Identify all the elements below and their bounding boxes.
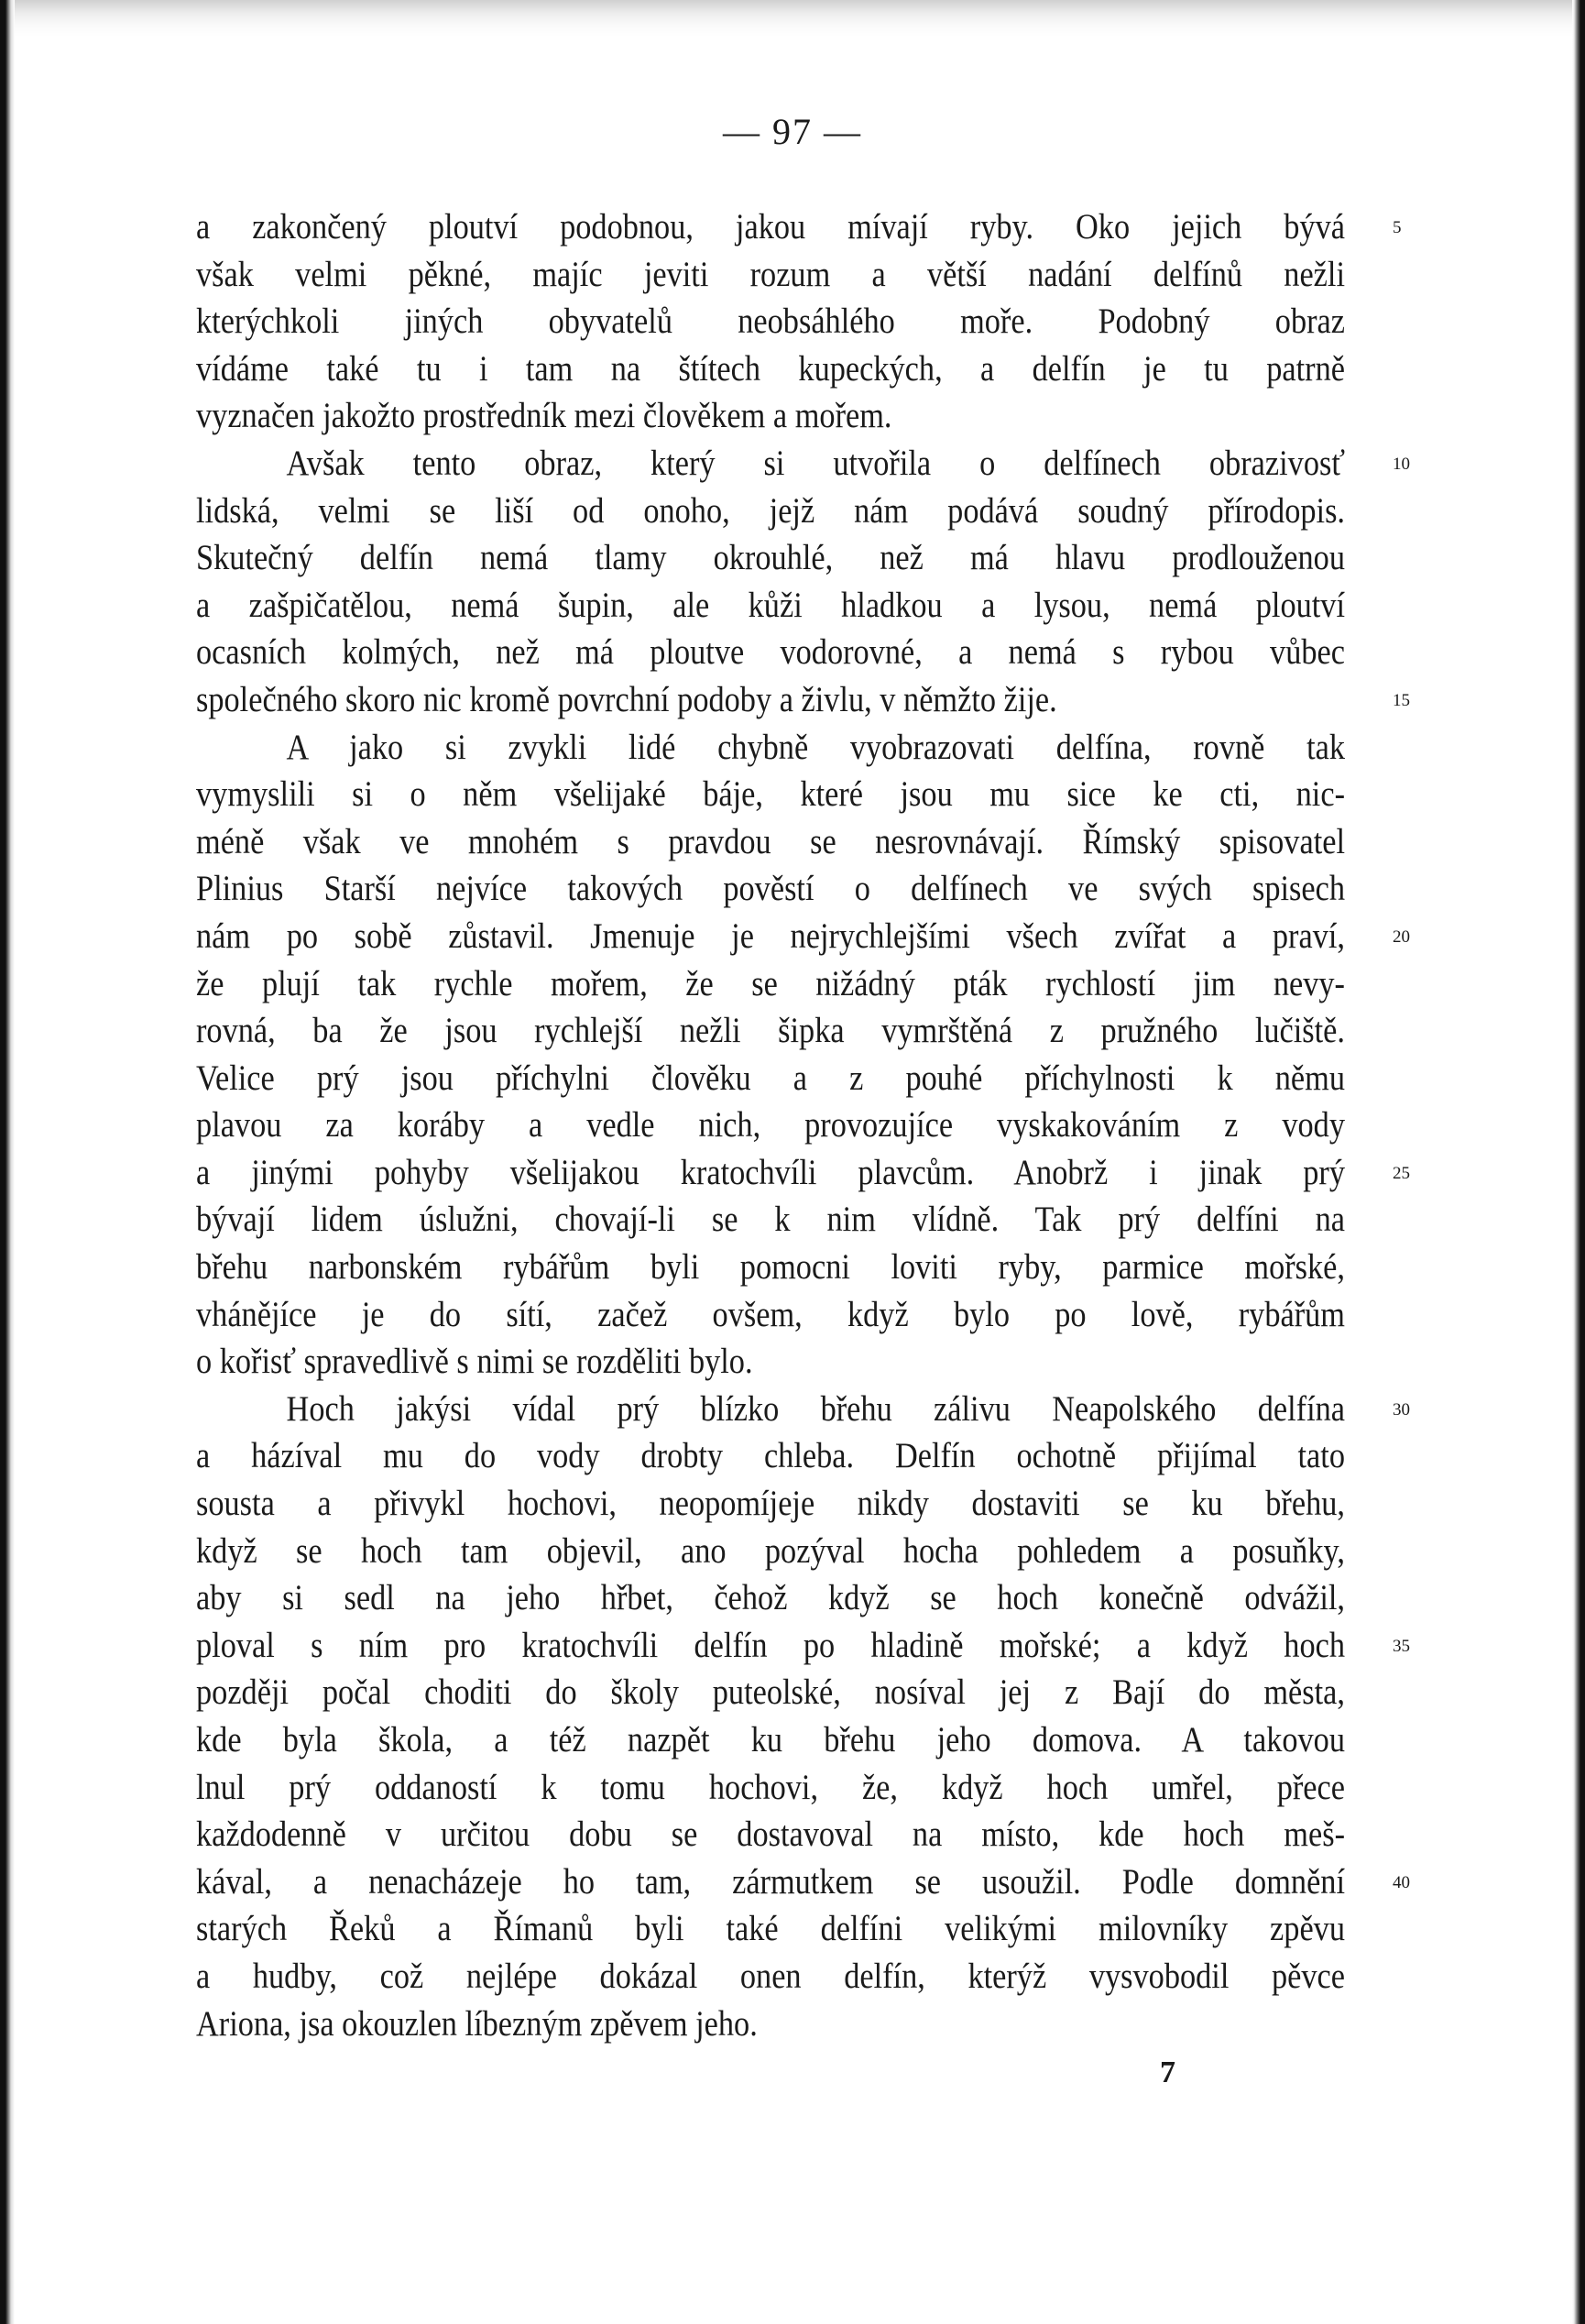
signature-mark: 7 <box>1160 2055 1175 2089</box>
text-line: vymyslili si o něm všelijaké báje, které jsou mu sice ke cti, nic- <box>196 774 1345 815</box>
text-line: o kořisť spravedlivě s nimi se rozděliti bylo. <box>196 1342 753 1382</box>
text-line: Skutečný delfín nemá tlamy okrouhlé, než má hlavu prodlouženou <box>196 538 1345 578</box>
scan-edge-top <box>0 0 1585 37</box>
text-line: když se hoch tam objevil, ano pozýval hocha pohledem a posuňky, <box>196 1530 1345 1571</box>
margin-line-number: 25 <box>1393 1164 1410 1183</box>
text-line: a házíval mu do vody drobty chleba. Delfín ochotně přijímal tato <box>196 1436 1345 1476</box>
text-line: společného skoro nic kromě povrchní podoby a živlu, v němžto žije. <box>196 679 1057 719</box>
margin-line-number: 35 <box>1393 1637 1410 1656</box>
text-line: kával, a nenacházeje ho tam, zármutkem se usoužil. Podle domnění <box>196 1861 1345 1902</box>
margin-line-number: 5 <box>1393 218 1402 237</box>
text-line: starých Řeků a Římanů byli také delfíni velikými milovníky zpěvu <box>196 1909 1345 1949</box>
text-line: ocasních kolmých, než má ploutve vodorovné, a nemá s rybou vůbec <box>196 632 1345 673</box>
margin-line-number: 15 <box>1393 691 1410 710</box>
scan-edge-left <box>0 0 15 2324</box>
text-line: aby si sedl na jeho hřbet, čehož když se hoch konečně odvážil, <box>196 1578 1345 1618</box>
text-line: a jinými pohyby všelijakou kratochvíli plavcům. Anobrž i jinak prý <box>196 1152 1345 1192</box>
text-line: sousta a přivykl hochovi, neopomíjeje nikdy dostaviti se ku břehu, <box>196 1484 1345 1524</box>
text-line: kde byla škola, a též nazpět ku břehu jeho domova. A takovou <box>196 1720 1345 1759</box>
text-line: a zašpičatělou, nemá šupin, ale kůži hladkou a lysou, nemá ploutví <box>196 585 1345 625</box>
text-line: kterýchkoli jiných obyvatelů neobsáhlého moře. Podobný obraz <box>196 301 1345 342</box>
text-line: že plují tak rychle mořem, že se nižádný pták rychlostí jim nevy- <box>196 963 1345 1003</box>
margin-line-number: 30 <box>1393 1400 1410 1420</box>
page-number: — 97 — <box>723 111 862 152</box>
text-line: vhánějíce je do sítí, začež ovšem, když bylo po lově, rybářům <box>196 1294 1345 1334</box>
text-line: Avšak tento obraz, který si utvořila o delfínech obrazivosť <box>286 443 1345 483</box>
text-line: Hoch jakýsi vídal prý blízko břehu zálivu Neapolského delfína <box>286 1388 1345 1429</box>
text-line: každodenně v určitou dobu se dostavoval na místo, kde hoch meš- <box>196 1814 1345 1855</box>
text-line: Plinius Starší nejvíce takových pověstí o delfínech ve svých spisech <box>196 869 1345 909</box>
text-line: rovná, ba že jsou rychlejší nežli šipka vymrštěná z pružného lučiště. <box>196 1011 1345 1051</box>
text-line: nám po sobě zůstavil. Jmenuje je nejrychlejšími všech zvířat a praví, <box>196 915 1345 956</box>
text-line: Velice prý jsou příchylni člověku a z pouhé příchylnosti k němu <box>196 1058 1345 1098</box>
text-line: později počal choditi do školy puteolské, nosíval jej z Bají do města, <box>196 1672 1345 1713</box>
text-line: lidská, velmi se liší od onoho, jejž nám podává soudný přírodopis. <box>196 490 1345 531</box>
text-line: břehu narbonském rybářům byli pomocni loviti ryby, parmice mořské, <box>196 1247 1345 1288</box>
text-line: lnul prý oddaností k tomu hochovi, že, když hoch umřel, přece <box>196 1767 1345 1807</box>
text-line: méně však ve mnohém s pravdou se nesrovnávají. Římský spisovatel <box>196 821 1345 861</box>
text-line: ploval s ním pro kratochvíli delfín po hladině mořské; a když hoch <box>196 1625 1345 1665</box>
text-line: a hudby, což nejlépe dokázal onen delfín, kterýž vysvobodil pěvce <box>196 1956 1345 1996</box>
text-line: A jako si zvykli lidé chybně vyobrazovati delfína, rovně tak <box>286 727 1345 767</box>
text-line: plavou za koráby a vedle nich, provozujíce vyskakováním z vody <box>196 1105 1345 1146</box>
text-line: bývají lidem úslužni, chovají-li se k nim vlídně. Tak prý delfíni na <box>196 1200 1345 1240</box>
text-line: a zakončený ploutví podobnou, jakou mívají ryby. Oko jejich bývá <box>196 207 1345 247</box>
text-line: však velmi pěkné, majíc jeviti rozum a větší nadání delfínů nežli <box>196 254 1345 294</box>
margin-line-number: 10 <box>1393 455 1410 474</box>
scan-edge-right <box>1572 0 1585 2324</box>
text-line: Ariona, jsa okouzlen líbezným zpěvem jeho. <box>196 2003 758 2044</box>
text-line: vídáme také tu i tam na štítech kupeckých, a delfín je tu patrně <box>196 348 1345 389</box>
margin-line-number: 40 <box>1393 1873 1410 1892</box>
text-line: vyznačen jakožto prostředník mezi člověkem a mořem. <box>196 396 892 436</box>
margin-line-number: 20 <box>1393 927 1410 947</box>
body-text <box>196 203 1345 2047</box>
